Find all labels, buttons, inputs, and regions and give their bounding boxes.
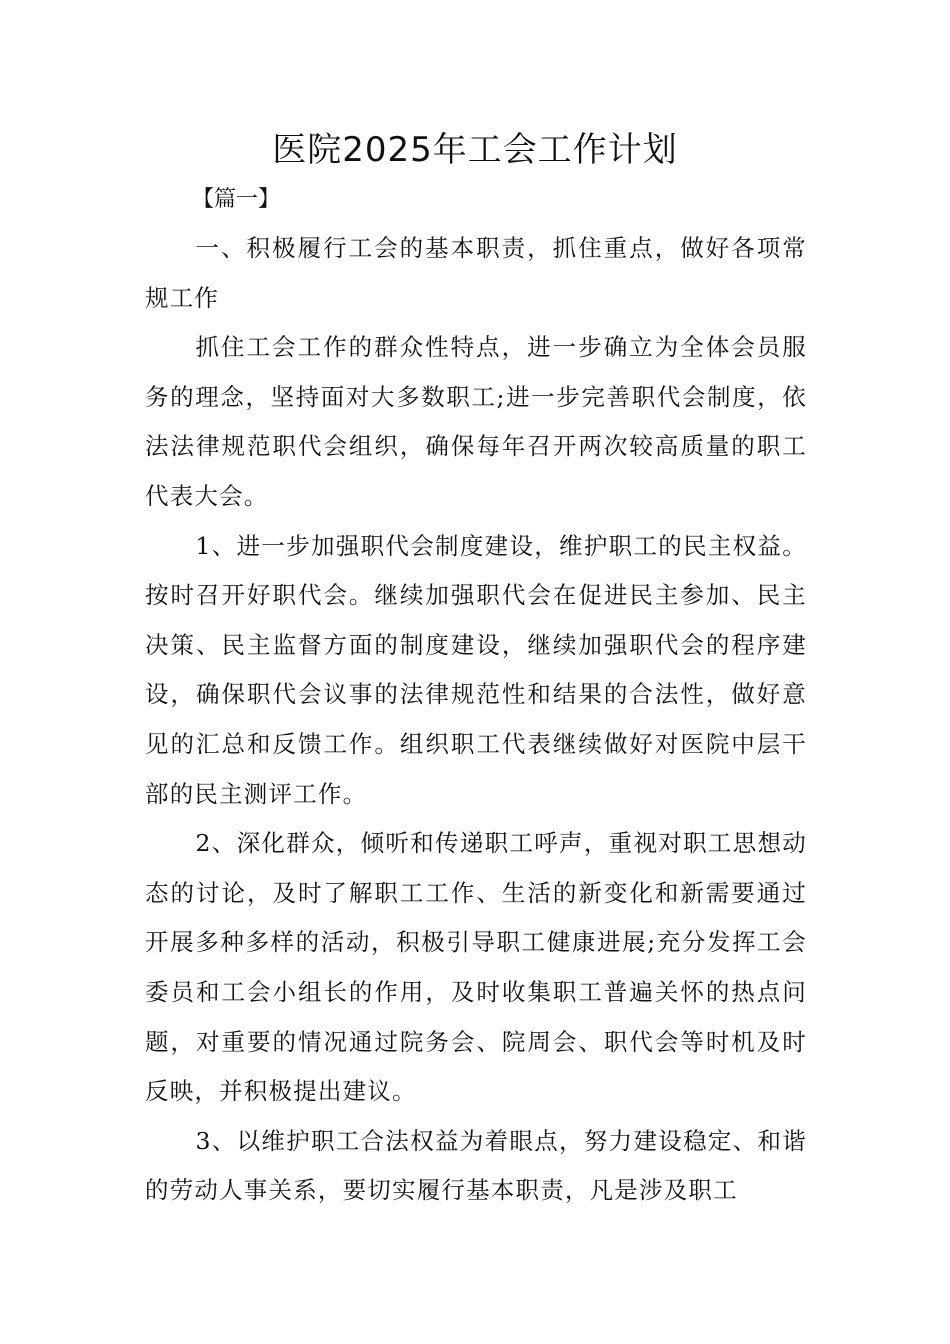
body-paragraph: 1、进一步加强职代会制度建设，维护职工的民主权益。按时召开好职代会。继续加强职代会在促进民主参加、民主决策、民主监督方面的制度建设，继续加强职代会的程序建设，确保职代会议事的法律规范性和结果的合法性，做好意见的汇总和反馈工作。组织职工代表继续做好对医院中层干部的民主测评工作。: [145, 531, 807, 808]
section-label: 【篇一】: [192, 187, 281, 212]
body-paragraph: 2、深化群众，倾听和传递职工呼声，重视对职工思想动态的讨论，及时了解职工工作、生活的新变化和新需要通过开展多种多样的活动，积极引导职工健康进展;充分发挥工会委员和工会小组长的作用，及时收集职工普遍关怀的热点问题，对重要的情况通过院务会、院周会、职代会等时机及时反映，并积极提出建议。: [145, 829, 807, 1106]
body-paragraph: 抓住工会工作的群众性特点，进一步确立为全体会员服务的理念，坚持面对大多数职工;进一步完善职代会制度，依法法律规范职代会组织，确保每年召开两次较高质量的职工代表大会。: [145, 333, 807, 510]
body-paragraph: 3、以维护职工合法权益为着眼点，努力建设稳定、和谐的劳动人事关系，要切实履行基本职责，凡是涉及职工: [145, 1126, 807, 1205]
document-title: 医院2025年工会工作计划: [272, 130, 678, 170]
document-body: [145, 224, 807, 1216]
heading-paragraph: 一、积极履行工会的基本职责，抓住重点，做好各项常规工作: [145, 234, 807, 312]
